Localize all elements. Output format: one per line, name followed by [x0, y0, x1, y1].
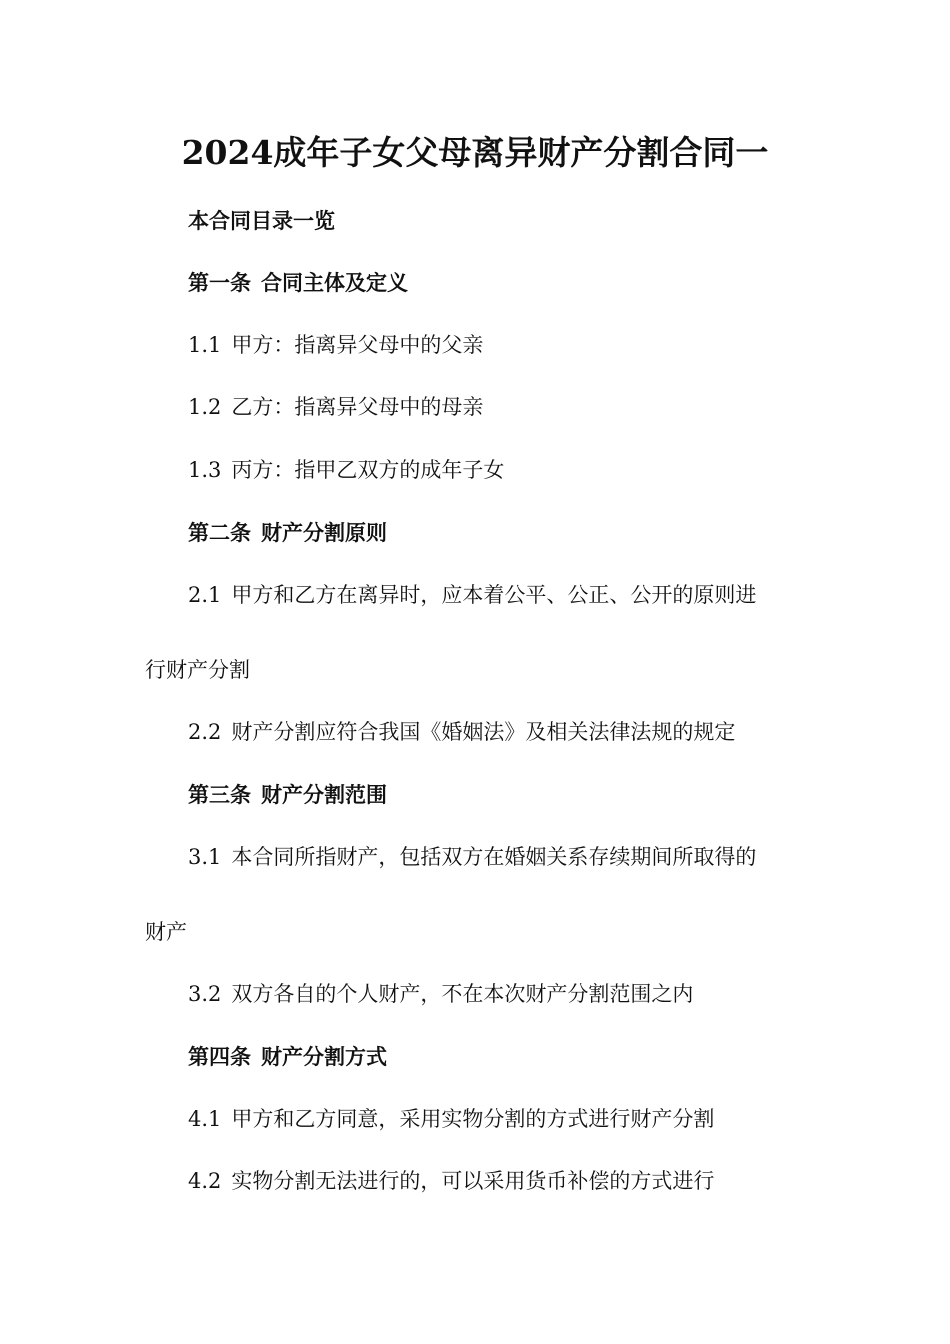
- clause-4-1: [188, 1104, 714, 1134]
- clause-text: 甲方和乙方在离异时，应本着公平、公正、公开的原则进: [231, 583, 757, 607]
- clause-text: 丙方：指甲乙双方的成年子女: [231, 458, 505, 482]
- clause-text: 实物分割无法进行的，可以采用货币补偿的方式进行: [231, 1169, 715, 1193]
- clause-2-1-continuation: 行财产分割: [145, 658, 250, 682]
- clause-number: 1.3: [188, 458, 222, 482]
- section-heading-1: [188, 268, 408, 298]
- section-number: 第四条: [188, 1044, 251, 1069]
- section-heading-4: [188, 1042, 387, 1072]
- clause-3-2: [188, 979, 693, 1009]
- clause-text: 财产分割应符合我国《婚姻法》及相关法律法规的规定: [231, 720, 736, 744]
- clause-1-1: [188, 330, 483, 360]
- clause-number: 3.2: [188, 982, 222, 1006]
- section-heading-2: [188, 518, 387, 548]
- clause-number: 2.2: [188, 720, 222, 744]
- clause-text: 双方各自的个人财产，不在本次财产分割范围之内: [231, 982, 694, 1006]
- document-title: 2024成年子女父母离异财产分割合同一: [181, 133, 769, 172]
- clause-text: 甲方：指离异父母中的父亲: [231, 333, 484, 357]
- section-title: 财产分割方式: [261, 1044, 387, 1069]
- clause-number: 2.1: [188, 583, 222, 607]
- section-number: 第三条: [188, 782, 251, 807]
- toc-heading: 本合同目录一览: [188, 208, 335, 233]
- section-heading-3: [188, 780, 387, 810]
- clause-1-2: [188, 392, 483, 422]
- section-number: 第二条: [188, 520, 251, 545]
- clause-number: 1.2: [188, 395, 222, 419]
- clause-2-1: [188, 580, 756, 610]
- clause-number: 1.1: [188, 333, 222, 357]
- clause-4-2: [188, 1166, 714, 1196]
- clause-text: 本合同所指财产，包括双方在婚姻关系存续期间所取得的: [231, 845, 757, 869]
- section-title: 财产分割原则: [261, 520, 387, 545]
- section-number: 第一条: [188, 270, 251, 295]
- clause-3-1: [188, 842, 756, 872]
- clause-1-3: [188, 455, 504, 485]
- clause-number: 4.2: [188, 1169, 222, 1193]
- clause-2-2: [188, 717, 735, 747]
- clause-3-1-continuation: 财产: [145, 920, 187, 944]
- section-title: 财产分割范围: [261, 782, 387, 807]
- section-title: 合同主体及定义: [261, 270, 408, 295]
- clause-text: 甲方和乙方同意，采用实物分割的方式进行财产分割: [231, 1107, 715, 1131]
- clause-text: 乙方：指离异父母中的母亲: [231, 395, 484, 419]
- clause-number: 4.1: [188, 1107, 222, 1131]
- clause-number: 3.1: [188, 845, 222, 869]
